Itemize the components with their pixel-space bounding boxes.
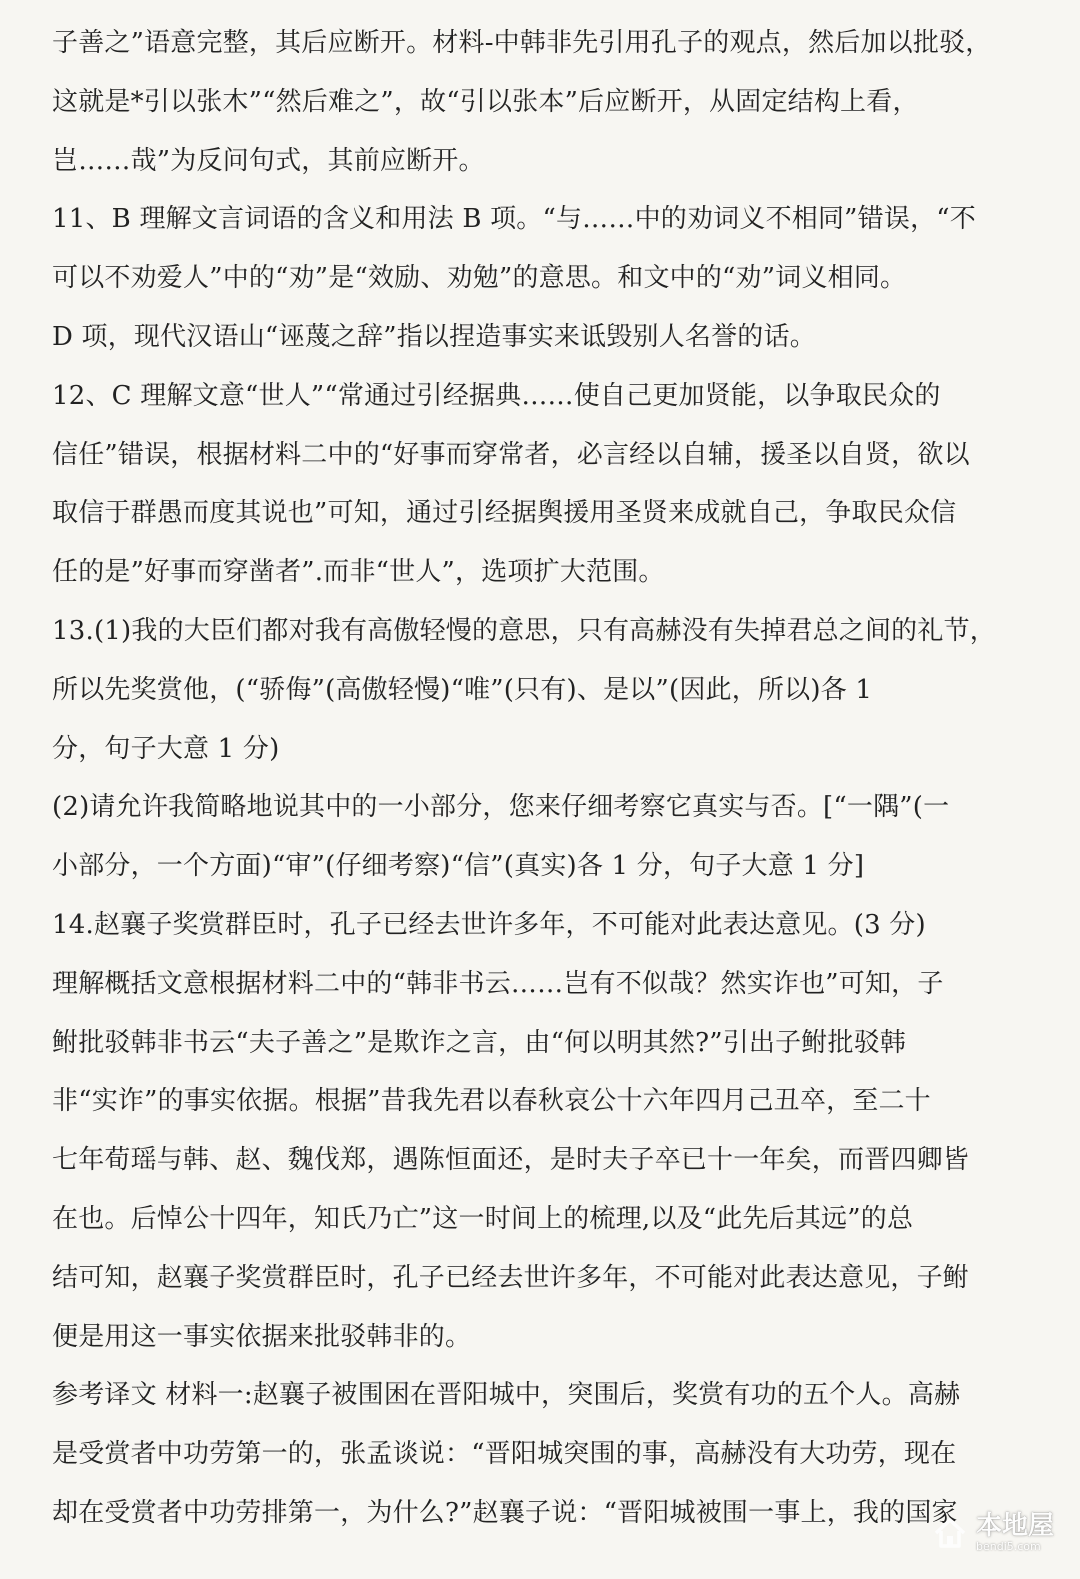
- text-line-11: 13.(1)我的大臣们都对我有高傲轻慢的意思，只有高赫没有失掉君总之间的礼节，: [52, 615, 996, 646]
- text-line-17: 理解概括文意根据材料二中的“韩非书云……岂有不似哉？然实诈也”可知，子: [52, 968, 944, 999]
- text-line-13: 分，句子大意 1 分): [52, 733, 280, 764]
- text-line-6: D 项，现代汉语山“诬蔑之辞”指以捏造事实来诋毁别人名誉的话。: [52, 321, 816, 352]
- house-icon: [932, 1515, 968, 1551]
- text-line-4: 11、B 理解文言词语的含义和用法 B 项。“与……中的劝词义不相同”错误，“不: [52, 204, 976, 235]
- text-line-21: 在也。后悼公十四年，知氏乃亡”这一时间上的梳理,以及“此先后其远”的总: [52, 1203, 914, 1234]
- text-line-14: (2)请允许我简略地说其中的一小部分，您来仔细考察它真实与否。[“一隅”(一: [52, 792, 950, 823]
- site-watermark: [932, 1512, 1054, 1553]
- text-line-24: 参考译文 材料一:赵襄子被围困在晋阳城中，突围后，奖赏有功的五个人。高赫: [52, 1380, 961, 1411]
- text-line-10: 任的是”好事而穿凿者”.而非“世人”，选项扩大范围。: [52, 557, 665, 588]
- text-line-20: 七年荀瑶与韩、赵、魏伐郑，遇陈恒面还，是时夫子卒已十一年矣，而晋四卿皆: [52, 1145, 970, 1176]
- text-line-7: 12、C 理解文意“世人”“常通过引经据典……使自己更加贤能，以争取民众的: [52, 380, 941, 411]
- text-line-12: 所以先奖赏他，(“骄侮”(高傲轻慢)“唯”(只有)、是以”(因此，所以)各 1: [52, 674, 873, 705]
- text-line-22: 结可知，赵襄子奖赏群臣时，孔子已经去世许多年，不可能对此表达意见，子鲋: [52, 1262, 970, 1293]
- text-line-15: 小部分，一个方面)“审”(仔细考察)“信”(真实)各 1 分，句子大意 1 分]: [52, 851, 865, 882]
- watermark-url: bendi5.com: [975, 1540, 1041, 1553]
- text-line-23: 便是用这一事实依据来批驳韩非的。: [52, 1321, 472, 1352]
- text-line-8: 信任”错误，根据材料二中的“好事而穿常者，必言经以自辅，援圣以自贤，欲以: [52, 439, 970, 470]
- text-line-26: 却在受赏者中功劳排第一，为什么?”赵襄子说：“晋阳城被围一事上，我的国家: [52, 1497, 958, 1528]
- document-body: [52, 14, 1028, 1543]
- text-line-16: 14.赵襄子奖赏群臣时，孔子已经去世许多年，不可能对此表达意见。(3 分): [52, 909, 926, 940]
- text-line-2: 这就是*引以张木”“然后难之”，故“引以张本”后应断开，从固定结构上看，: [52, 86, 919, 117]
- text-line-5: 可以不劝爱人”中的“劝”是“效励、劝勉”的意思。和文中的“劝”词义相同。: [52, 263, 907, 294]
- text-line-19: 非“实诈”的事实依据。根据”昔我先君以春秋哀公十六年四月己丑卒，至二十: [52, 1086, 931, 1117]
- text-line-9: 取信于群愚而度其说也”可知，通过引经据舆援用圣贤来成就自己，争取民众信: [52, 498, 957, 529]
- watermark-name: 本地屋: [975, 1511, 1054, 1541]
- text-line-3: 岂……哉”为反问句式，其前应断开。: [52, 145, 485, 176]
- text-line-18: 鲋批驳韩非书云“夫子善之”是欺诈之言，由“何以明其然?”引出子鲋批驳韩: [52, 1027, 907, 1058]
- watermark-text: [976, 1512, 1054, 1553]
- text-line-25: 是受赏者中功劳第一的，张孟谈说：“晋阳城突围的事，高赫没有大功劳，现在: [52, 1439, 957, 1470]
- text-line-1: 子善之”语意完整，其后应断开。材料-中韩非先引用孔子的观点，然后加以批驳，: [52, 28, 992, 58]
